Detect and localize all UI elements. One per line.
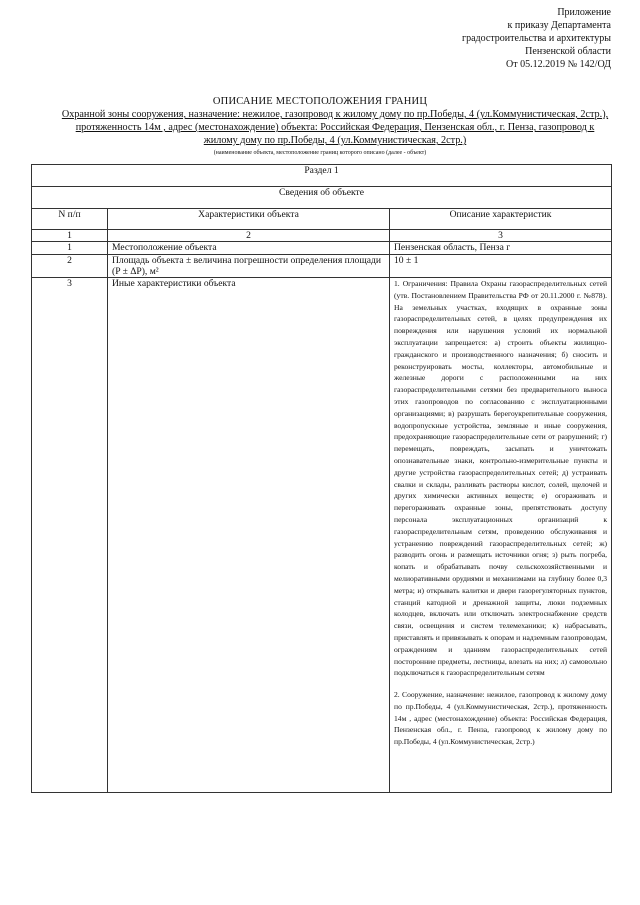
section-title: Раздел 1 — [32, 165, 612, 187]
row-number: 2 — [32, 255, 108, 278]
row-value — [390, 278, 612, 793]
appendix-line: к приказу Департамента — [507, 20, 611, 31]
object-description-note: (наименование объекта, местоположение границ которого описано (далее - объект) — [213, 150, 427, 156]
row-characteristic: Местоположение объекта — [108, 242, 390, 255]
row-number: 1 — [32, 242, 108, 255]
table-header-row — [32, 209, 612, 230]
structure-paragraph: 2. Сооружение, назначение: нежилое, газопровод к жилому дому по пр.Победы, 4 (ул.Коммунистическая, 2стр.), протяженность 14м , адрес (местонахождение) объекта: Российская Федерация, Пензенская обл., г. Пенза, газопровод к жилому дому по пр.Победы, 4 (ул.Коммунистическая, 2стр.) — [394, 690, 608, 747]
row-characteristic: Иные характеристики объекта — [108, 278, 390, 793]
row-value: Пензенская область, Пенза г — [390, 242, 612, 255]
row-characteristic: Площадь объекта ± величина погрешности определения площади (P ± ΔP), м² — [108, 255, 390, 278]
subsection-title: Сведения об объекте — [32, 187, 612, 209]
row-number: 3 — [32, 278, 108, 793]
header-characteristic: Характеристики объекта — [108, 209, 390, 230]
table-row — [32, 278, 612, 793]
restrictions-paragraph: 1. Ограничения: Правила Охраны газораспределительных сетей (утв. Постановлением Правительства РФ от 20.11.2000 г. №878). На земельных участках, входящих в охранные зоны газораспределительных сетей, в целях предупреждения их повреждения или нарушения условий их нормальной эксплуатации запрещается: а) строить объекты жилищно-гражданского и производственного назначения; б) сносить и реконструировать мосты, коллекторы, автомобильные и железные дороги с расположенными на них газораспределительными сетями без предварительного выноса этих газопроводов по согласованию с эксплуатационными организациями; в) разрушать берегоукрепительные сооружения, водопропускные устройства, земляные и иные сооружения, предохраняющие газораспределительные сети от разрушений; г) перемещать, повреждать, засыпать и уничтожать опознавательные знаки, контрольно-измерительные пункты и другие устройства газораспределительных сетей; д) устраивать свалки и склады, разливать растворы кислот, солей, щелочей и других химически активных веществ; е) огораживать и перегораживать охранные зоны, препятствовать доступу персонала эксплуатационных организаций к газораспределительным сетям, проведению обслуживания и устранению повреждений газораспределительных сетей; ж) разводить огонь и размещать источники огня; з) рыть погреба, копать и обрабатывать почву сельскохозяйственными и мелиоративными орудиями и механизмами на глубину более 0,3 метра; и) открывать калитки и двери газорегуляторных пунктов, станций катодной и дренажной защиты, люки подземных колодцев, включать или отключать электроснабжение средств связи, освещения и систем телемеханики; к) набрасывать, приставлять и привязывать к опорам и надземным газопроводам, ограждениям и зданиям газораспределительных сетей посторонние предметы, лестницы, влезать на них; л) самовольно подключаться к газораспределительным сетям — [394, 279, 608, 678]
column-number: 3 — [390, 230, 612, 242]
subsection-row — [32, 187, 612, 209]
object-info-table — [31, 164, 612, 793]
column-number: 1 — [32, 230, 108, 242]
row-value: 10 ± 1 — [390, 255, 612, 278]
document-title: ОПИСАНИЕ МЕСТОПОЛОЖЕНИЯ ГРАНИЦ — [212, 96, 428, 107]
header-description: Описание характеристик — [390, 209, 612, 230]
appendix-block — [411, 6, 611, 71]
column-number: 2 — [108, 230, 390, 242]
appendix-line: Приложение — [557, 7, 611, 18]
object-description: Охранной зоны сооружения, назначение: нежилое, газопровод к жилому дому по пр.Победы, 4 (ул.Коммунистическая, 2стр.), протяженность 14м , адрес (местонахождение) объекта: Российская Федерация, Пензенская обл., г. Пенза, газопровод к жилому дому по пр.Победы, 4 (ул.Коммунистическая, 2стр.) — [61, 109, 609, 146]
appendix-order-number: От 05.12.2019 № 142/ОД — [506, 59, 611, 70]
header-num: N п/п — [32, 209, 108, 230]
table-row — [32, 255, 612, 278]
table-row — [32, 242, 612, 255]
appendix-line: Пензенской области — [525, 46, 611, 57]
appendix-line: градостроительства и архитектуры — [462, 33, 611, 44]
section-row — [32, 165, 612, 187]
column-number-row — [32, 230, 612, 242]
